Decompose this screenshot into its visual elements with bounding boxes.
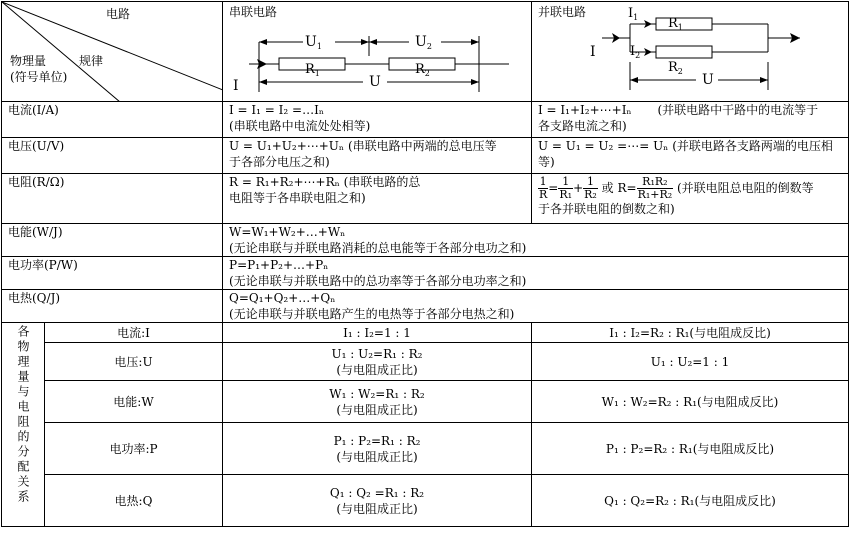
power-cell (223, 257, 849, 290)
energy-row (2, 224, 849, 257)
reciprocal-r2: $\frac{1}{\text{R₂}}$ (584, 175, 597, 201)
parallel-i1-label: $I_1$ (628, 6, 639, 22)
distribution-row (2, 381, 849, 423)
distribution-title-cell (2, 323, 45, 527)
distribution-row (2, 343, 849, 381)
distribution-series: I₁ : I₂=1 : 1 (223, 323, 532, 343)
voltage-series-cell (223, 138, 532, 174)
reciprocal-r1: $\frac{1}{\text{R₁}}$ (559, 175, 573, 201)
voltage-series-note-b: 于各部分电压之和) (229, 155, 330, 169)
power-formula: P=P₁+P₂+…+Pₙ (229, 258, 329, 272)
power-label: 电功率(P/W) (2, 257, 223, 290)
series-header-cell (223, 2, 532, 102)
energy-label: 电能(W/J) (2, 224, 223, 257)
resistance-row (2, 174, 849, 224)
parallel-r2-label: $R_2$ (668, 60, 683, 76)
unit-heading: (符号单位) (10, 70, 68, 84)
series-title: 串联电路 (229, 5, 278, 19)
current-parallel-cell (532, 102, 849, 138)
distribution-series: W₁ : W₂=R₁ : R₂ (与电阻成正比) (223, 381, 532, 423)
current-parallel-note-a: (并联电路中干路中的电流等于 (657, 103, 819, 117)
resistance-series-formula: R = R₁+R₂+⋯+Rₙ (229, 175, 340, 189)
current-series-cell (223, 102, 532, 138)
resistance-or: 或 R= (601, 181, 637, 195)
resistance-series-cell (223, 174, 532, 224)
parallel-title: 并联电路 (538, 5, 587, 19)
voltage-series-note-a: (串联电路中两端的总电压等 (347, 139, 497, 153)
current-series-formula: I = I₁ = I₂ =…Iₙ (229, 103, 325, 117)
parallel-circuit-diagram (532, 2, 849, 102)
heat-row (2, 290, 849, 323)
voltage-parallel-note-b: 等) (538, 155, 555, 169)
distribution-title: 各物理量与电阻的分配关系 (16, 325, 30, 505)
distribution-parallel: P₁ : P₂=R₂ : R₁(与电阻成反比) (532, 423, 849, 475)
distribution-label: 电功率:P (45, 423, 223, 475)
current-series-note: (串联电路中电流处处相等) (229, 119, 371, 133)
circuit-heading: 电路 (106, 7, 131, 21)
resistance-parallel-note-b: 于各并联电阻的倒数之和) (538, 202, 675, 216)
resistance-parallel-cell: $\frac{1}{R}$ = $\frac{1}{\text{R₁}}$ + $\frac{1}{\text{R₂}}$ 或 R= $\frac{\text{R₁R₂}}{\text{R₁+R₂}}$ (并联电阻总电阻的倒数等 于各并联电阻的倒数之和) (532, 174, 849, 224)
series-r1-label: $R_1$ (305, 62, 320, 78)
parallel-u-label: U (702, 72, 714, 88)
distribution-row (2, 423, 849, 475)
current-row (2, 102, 849, 138)
energy-note: (无论串联与并联电路消耗的总电能等于各部分电功之和) (229, 241, 527, 255)
distribution-row (2, 323, 849, 343)
distribution-label: 电能:W (45, 381, 223, 423)
voltage-parallel-cell (532, 138, 849, 174)
series-u-label: U (369, 74, 381, 90)
distribution-label: 电压:U (45, 343, 223, 381)
voltage-parallel-note-a: (并联电路各支路两端的电压相 (672, 139, 833, 153)
resistance-series-note-a: (串联电路的总 (343, 175, 421, 189)
reciprocal-total: $\frac{1}{R}$ (539, 175, 548, 201)
heat-cell (223, 290, 849, 323)
voltage-row (2, 138, 849, 174)
series-i-label: I (233, 78, 239, 94)
distribution-parallel: Q₁ : Q₂=R₂ : R₁(与电阻成反比) (532, 475, 849, 527)
distribution-parallel: W₁ : W₂=R₂ : R₁(与电阻成反比) (532, 381, 849, 423)
distribution-label: 电流:I (45, 323, 223, 343)
distribution-series: P₁ : P₂=R₁ : R₂ (与电阻成正比) (223, 423, 532, 475)
current-label: 电流(I/A) (2, 102, 223, 138)
distribution-series: Q₁ : Q₂ =R₁ : R₂ (与电阻成正比) (223, 475, 532, 527)
voltage-parallel-formula: U = U₁ = U₂ =⋯= Uₙ (538, 139, 669, 153)
header-row (2, 2, 849, 102)
parallel-r1-label: $R_1$ (668, 16, 683, 32)
distribution-parallel: I₁ : I₂=R₂ : R₁(与电阻成反比) (532, 323, 849, 343)
resistance-series-note-b: 电阻等于各串联电阻之和) (229, 191, 366, 205)
series-u1-label: $U_1$ (305, 34, 322, 51)
voltage-series-formula: U = U₁+U₂+⋯+Uₙ (229, 139, 345, 153)
law-heading: 规律 (79, 54, 104, 68)
quantity-heading: 物理量 (10, 54, 47, 68)
heat-note: (无论串联与并联电路产生的电热等于各部分电热之和) (229, 307, 515, 321)
energy-cell (223, 224, 849, 257)
distribution-series: U₁ : U₂=R₁ : R₂ (与电阻成正比) (223, 343, 532, 381)
current-parallel-note-b: 各支路电流之和) (538, 119, 627, 133)
product-over-sum: $\frac{\text{R₁R₂}}{\text{R₁+R₂}}$ (637, 175, 673, 201)
resistance-parallel-note-a: (并联电阻总电阻的倒数等 (677, 181, 814, 195)
circuit-law-table (1, 1, 849, 527)
distribution-row (2, 475, 849, 527)
corner-header-cell (2, 2, 223, 102)
distribution-label: 电热:Q (45, 475, 223, 527)
series-r2-label: $R_2$ (415, 62, 430, 78)
parallel-header-cell (532, 2, 849, 102)
parallel-i2-label: $I_2$ (630, 44, 641, 60)
current-parallel-formula: I = I₁+I₂+⋯+Iₙ (538, 103, 632, 117)
heat-formula: Q=Q₁+Q₂+…+Qₙ (229, 291, 336, 305)
voltage-label: 电压(U/V) (2, 138, 223, 174)
power-row (2, 257, 849, 290)
parallel-i-label: I (590, 44, 596, 60)
power-note: (无论串联与并联电路中的总功率等于各部分电功率之和) (229, 274, 527, 288)
series-u2-label: $U_2$ (415, 34, 432, 51)
heat-label: 电热(Q/J) (2, 290, 223, 323)
energy-formula: W=W₁+W₂+…+Wₙ (229, 225, 346, 239)
distribution-parallel: U₁ : U₂=1 : 1 (532, 343, 849, 381)
resistance-label: 电阻(R/Ω) (2, 174, 223, 224)
